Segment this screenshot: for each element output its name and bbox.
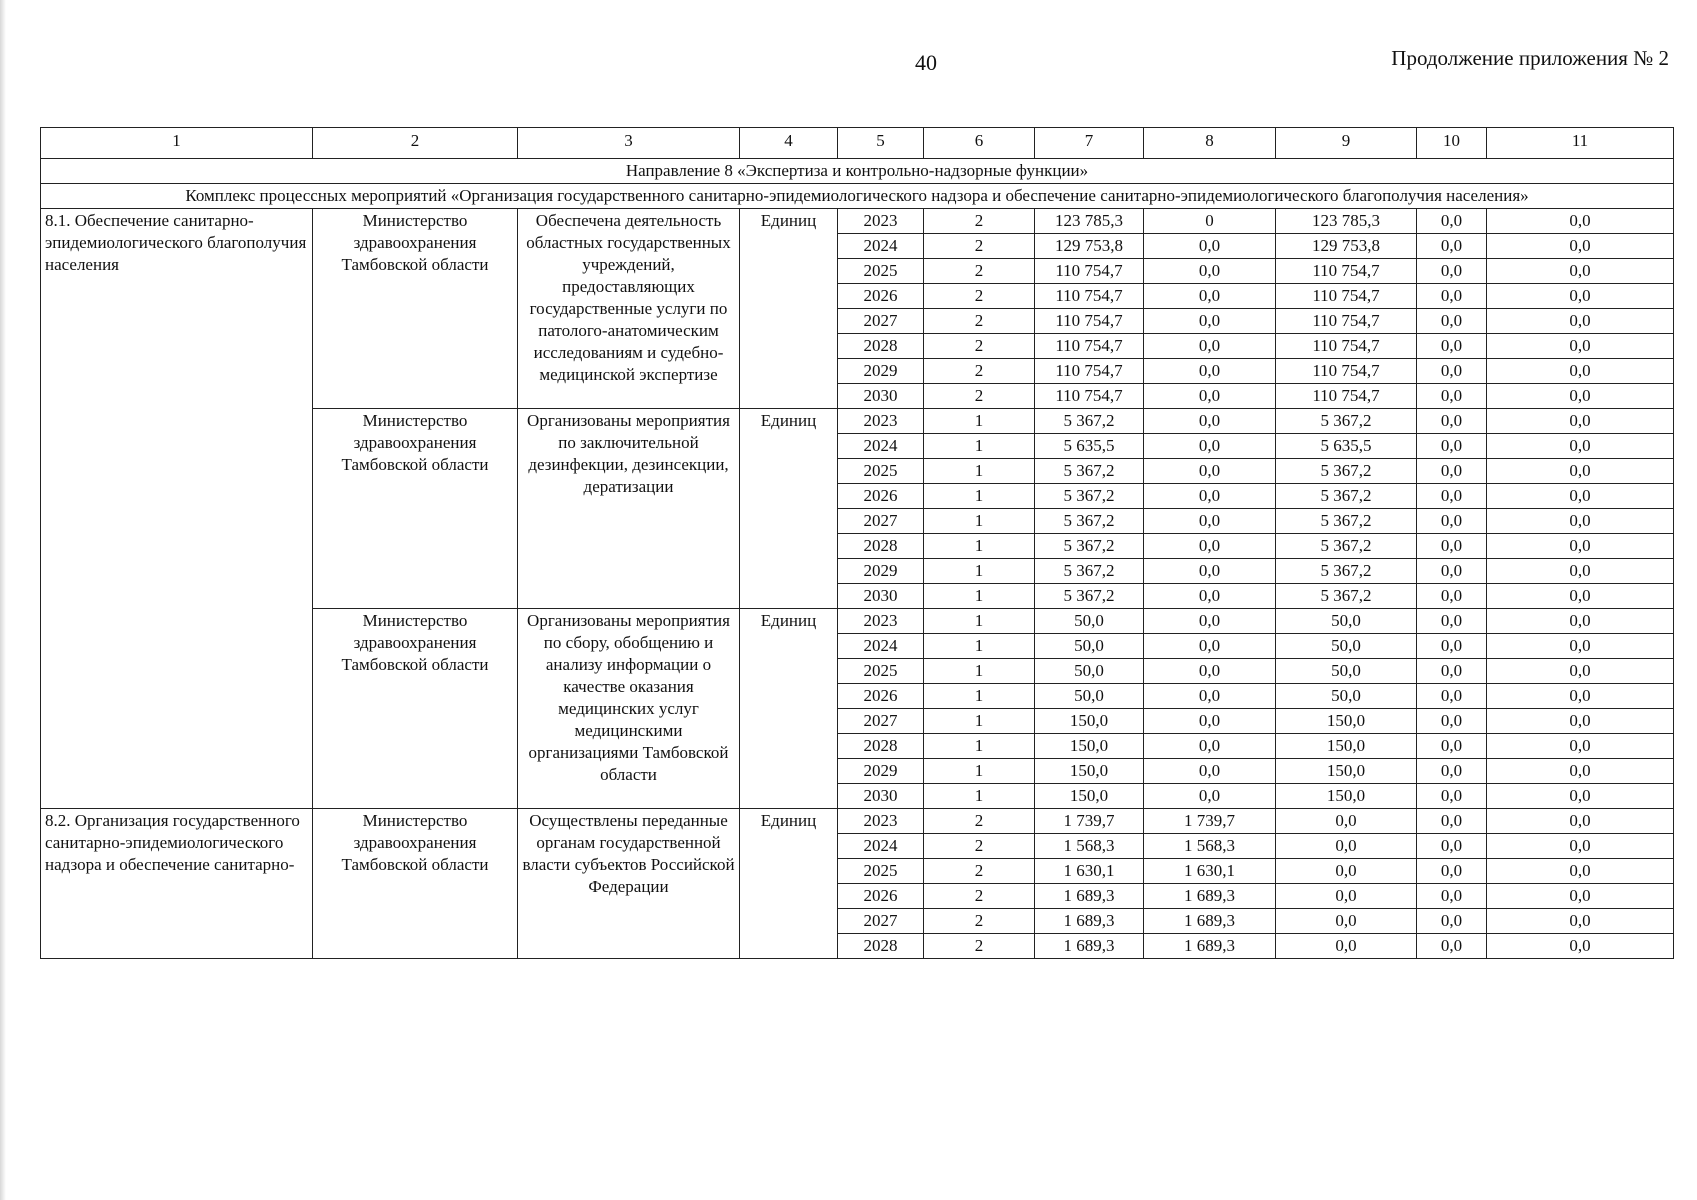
other-amount: 0,0 (1487, 209, 1674, 234)
municipal-amount: 0,0 (1417, 884, 1487, 909)
regional-amount: 5 367,2 (1276, 409, 1417, 434)
regional-amount: 0,0 (1276, 934, 1417, 959)
regional-amount: 110 754,7 (1276, 334, 1417, 359)
complex-row (41, 184, 1674, 209)
responsible-body: Министерство здравоохранения Тамбовской области (313, 409, 518, 609)
other-amount: 0,0 (1487, 234, 1674, 259)
unit-of-measure: Единиц (740, 409, 838, 609)
table-row (41, 209, 1674, 234)
total-amount: 50,0 (1035, 684, 1144, 709)
year-cell: 2023 (838, 409, 924, 434)
federal-amount: 0,0 (1144, 734, 1276, 759)
municipal-amount: 0,0 (1417, 934, 1487, 959)
indicator-value: 1 (924, 484, 1035, 509)
federal-amount: 1 630,1 (1144, 859, 1276, 884)
year-cell: 2024 (838, 234, 924, 259)
municipal-amount: 0,0 (1417, 609, 1487, 634)
federal-amount: 0,0 (1144, 534, 1276, 559)
federal-amount: 0,0 (1144, 434, 1276, 459)
other-amount: 0,0 (1487, 609, 1674, 634)
municipal-amount: 0,0 (1417, 734, 1487, 759)
federal-amount: 1 689,3 (1144, 934, 1276, 959)
regional-amount: 110 754,7 (1276, 284, 1417, 309)
municipal-amount: 0,0 (1417, 484, 1487, 509)
total-amount: 1 689,3 (1035, 934, 1144, 959)
result-description: Осуществлены переданные органам государственной власти субъектов Российской Федерации (518, 809, 740, 959)
total-amount: 5 367,2 (1035, 559, 1144, 584)
other-amount: 0,0 (1487, 259, 1674, 284)
column-header: 5 (838, 128, 924, 159)
indicator-value: 2 (924, 934, 1035, 959)
indicator-value: 2 (924, 884, 1035, 909)
municipal-amount: 0,0 (1417, 509, 1487, 534)
total-amount: 150,0 (1035, 709, 1144, 734)
regional-amount: 0,0 (1276, 884, 1417, 909)
federal-amount: 0,0 (1144, 709, 1276, 734)
year-cell: 2023 (838, 609, 924, 634)
municipal-amount: 0,0 (1417, 459, 1487, 484)
total-amount: 110 754,7 (1035, 384, 1144, 409)
indicator-value: 1 (924, 659, 1035, 684)
regional-amount: 5 367,2 (1276, 509, 1417, 534)
regional-amount: 150,0 (1276, 709, 1417, 734)
regional-amount: 5 635,5 (1276, 434, 1417, 459)
appendix-table (40, 127, 1674, 959)
other-amount: 0,0 (1487, 534, 1674, 559)
federal-amount: 1 689,3 (1144, 884, 1276, 909)
indicator-value: 2 (924, 384, 1035, 409)
complex-title: Комплекс процессных мероприятий «Организация государственного санитарно-эпидемиологического надзора и обеспечение санитарно-эпидемиологического благополучия населения» (41, 184, 1674, 209)
column-header: 4 (740, 128, 838, 159)
direction-row (41, 159, 1674, 184)
municipal-amount: 0,0 (1417, 409, 1487, 434)
indicator-value: 2 (924, 209, 1035, 234)
unit-of-measure: Единиц (740, 209, 838, 409)
federal-amount: 0,0 (1144, 384, 1276, 409)
other-amount: 0,0 (1487, 484, 1674, 509)
column-header: 9 (1276, 128, 1417, 159)
other-amount: 0,0 (1487, 409, 1674, 434)
municipal-amount: 0,0 (1417, 334, 1487, 359)
indicator-value: 1 (924, 684, 1035, 709)
other-amount: 0,0 (1487, 334, 1674, 359)
federal-amount: 0,0 (1144, 334, 1276, 359)
result-description: Организованы мероприятия по сбору, обобщению и анализу информации о качестве оказания медицинских услуг медицинскими организациями Тамбовской области (518, 609, 740, 809)
federal-amount: 0,0 (1144, 259, 1276, 284)
indicator-value: 1 (924, 459, 1035, 484)
indicator-value: 1 (924, 634, 1035, 659)
year-cell: 2027 (838, 309, 924, 334)
responsible-body: Министерство здравоохранения Тамбовской области (313, 609, 518, 809)
indicator-value: 2 (924, 859, 1035, 884)
year-cell: 2029 (838, 559, 924, 584)
federal-amount: 0,0 (1144, 509, 1276, 534)
regional-amount: 110 754,7 (1276, 309, 1417, 334)
indicator-value: 1 (924, 584, 1035, 609)
year-cell: 2027 (838, 509, 924, 534)
responsible-body: Министерство здравоохранения Тамбовской области (313, 809, 518, 959)
indicator-value: 2 (924, 809, 1035, 834)
federal-amount: 0,0 (1144, 309, 1276, 334)
column-header: 8 (1144, 128, 1276, 159)
column-number-row (41, 128, 1674, 159)
total-amount: 5 367,2 (1035, 409, 1144, 434)
other-amount: 0,0 (1487, 509, 1674, 534)
indicator-value: 2 (924, 909, 1035, 934)
regional-amount: 110 754,7 (1276, 359, 1417, 384)
other-amount: 0,0 (1487, 559, 1674, 584)
year-cell: 2030 (838, 584, 924, 609)
total-amount: 50,0 (1035, 659, 1144, 684)
year-cell: 2027 (838, 909, 924, 934)
municipal-amount: 0,0 (1417, 859, 1487, 884)
municipal-amount: 0,0 (1417, 209, 1487, 234)
column-header: 3 (518, 128, 740, 159)
indicator-value: 2 (924, 309, 1035, 334)
indicator-value: 2 (924, 359, 1035, 384)
regional-amount: 123 785,3 (1276, 209, 1417, 234)
total-amount: 150,0 (1035, 784, 1144, 809)
total-amount: 1 739,7 (1035, 809, 1144, 834)
year-cell: 2028 (838, 534, 924, 559)
municipal-amount: 0,0 (1417, 659, 1487, 684)
other-amount: 0,0 (1487, 459, 1674, 484)
regional-amount: 50,0 (1276, 684, 1417, 709)
year-cell: 2025 (838, 859, 924, 884)
indicator-value: 1 (924, 734, 1035, 759)
total-amount: 129 753,8 (1035, 234, 1144, 259)
total-amount: 150,0 (1035, 734, 1144, 759)
column-header: 10 (1417, 128, 1487, 159)
other-amount: 0,0 (1487, 859, 1674, 884)
municipal-amount: 0,0 (1417, 284, 1487, 309)
regional-amount: 150,0 (1276, 734, 1417, 759)
regional-amount: 5 367,2 (1276, 584, 1417, 609)
year-cell: 2028 (838, 334, 924, 359)
federal-amount: 0,0 (1144, 609, 1276, 634)
indicator-value: 1 (924, 409, 1035, 434)
other-amount: 0,0 (1487, 309, 1674, 334)
other-amount: 0,0 (1487, 709, 1674, 734)
municipal-amount: 0,0 (1417, 759, 1487, 784)
other-amount: 0,0 (1487, 759, 1674, 784)
other-amount: 0,0 (1487, 384, 1674, 409)
other-amount: 0,0 (1487, 934, 1674, 959)
total-amount: 150,0 (1035, 759, 1144, 784)
total-amount: 1 630,1 (1035, 859, 1144, 884)
other-amount: 0,0 (1487, 734, 1674, 759)
year-cell: 2023 (838, 209, 924, 234)
municipal-amount: 0,0 (1417, 809, 1487, 834)
indicator-value: 1 (924, 534, 1035, 559)
column-header: 11 (1487, 128, 1674, 159)
direction-title: Направление 8 «Экспертиза и контрольно-надзорные функции» (41, 159, 1674, 184)
other-amount: 0,0 (1487, 884, 1674, 909)
regional-amount: 129 753,8 (1276, 234, 1417, 259)
other-amount: 0,0 (1487, 909, 1674, 934)
indicator-value: 1 (924, 509, 1035, 534)
regional-amount: 50,0 (1276, 659, 1417, 684)
year-cell: 2024 (838, 434, 924, 459)
federal-amount: 1 689,3 (1144, 909, 1276, 934)
federal-amount: 0,0 (1144, 359, 1276, 384)
municipal-amount: 0,0 (1417, 684, 1487, 709)
year-cell: 2026 (838, 884, 924, 909)
federal-amount: 0,0 (1144, 659, 1276, 684)
page-number: 40 (915, 50, 937, 75)
federal-amount: 0,0 (1144, 634, 1276, 659)
other-amount: 0,0 (1487, 834, 1674, 859)
municipal-amount: 0,0 (1417, 534, 1487, 559)
year-cell: 2030 (838, 784, 924, 809)
federal-amount: 1 739,7 (1144, 809, 1276, 834)
regional-amount: 5 367,2 (1276, 459, 1417, 484)
indicator-value: 2 (924, 234, 1035, 259)
regional-amount: 50,0 (1276, 634, 1417, 659)
unit-of-measure: Единиц (740, 809, 838, 959)
total-amount: 50,0 (1035, 609, 1144, 634)
regional-amount: 5 367,2 (1276, 484, 1417, 509)
other-amount: 0,0 (1487, 434, 1674, 459)
federal-amount: 0,0 (1144, 584, 1276, 609)
total-amount: 5 367,2 (1035, 584, 1144, 609)
other-amount: 0,0 (1487, 359, 1674, 384)
municipal-amount: 0,0 (1417, 259, 1487, 284)
total-amount: 110 754,7 (1035, 259, 1144, 284)
responsible-body: Министерство здравоохранения Тамбовской области (313, 209, 518, 409)
indicator-value: 1 (924, 609, 1035, 634)
column-header: 1 (41, 128, 313, 159)
federal-amount: 1 568,3 (1144, 834, 1276, 859)
year-cell: 2029 (838, 359, 924, 384)
total-amount: 5 367,2 (1035, 509, 1144, 534)
municipal-amount: 0,0 (1417, 559, 1487, 584)
total-amount: 110 754,7 (1035, 309, 1144, 334)
scan-edge (0, 0, 6, 1200)
federal-amount: 0,0 (1144, 759, 1276, 784)
federal-amount: 0,0 (1144, 284, 1276, 309)
indicator-value: 2 (924, 334, 1035, 359)
other-amount: 0,0 (1487, 634, 1674, 659)
total-amount: 110 754,7 (1035, 359, 1144, 384)
regional-amount: 150,0 (1276, 784, 1417, 809)
year-cell: 2028 (838, 734, 924, 759)
municipal-amount: 0,0 (1417, 434, 1487, 459)
measure-name: 8.1. Обеспечение санитарно-эпидемиологического благополучия населения (41, 209, 313, 809)
year-cell: 2028 (838, 934, 924, 959)
total-amount: 1 689,3 (1035, 884, 1144, 909)
municipal-amount: 0,0 (1417, 584, 1487, 609)
municipal-amount: 0,0 (1417, 359, 1487, 384)
municipal-amount: 0,0 (1417, 834, 1487, 859)
indicator-value: 1 (924, 709, 1035, 734)
year-cell: 2029 (838, 759, 924, 784)
indicator-value: 2 (924, 259, 1035, 284)
indicator-value: 2 (924, 834, 1035, 859)
column-header: 2 (313, 128, 518, 159)
municipal-amount: 0,0 (1417, 234, 1487, 259)
regional-amount: 0,0 (1276, 834, 1417, 859)
total-amount: 1 568,3 (1035, 834, 1144, 859)
total-amount: 5 367,2 (1035, 459, 1144, 484)
year-cell: 2025 (838, 259, 924, 284)
regional-amount: 150,0 (1276, 759, 1417, 784)
regional-amount: 5 367,2 (1276, 559, 1417, 584)
column-header: 6 (924, 128, 1035, 159)
result-description: Организованы мероприятия по заключительной дезинфекции, дезинсекции, дератизации (518, 409, 740, 609)
other-amount: 0,0 (1487, 584, 1674, 609)
federal-amount: 0 (1144, 209, 1276, 234)
year-cell: 2024 (838, 634, 924, 659)
year-cell: 2026 (838, 484, 924, 509)
column-header: 7 (1035, 128, 1144, 159)
indicator-value: 2 (924, 284, 1035, 309)
year-cell: 2023 (838, 809, 924, 834)
total-amount: 110 754,7 (1035, 284, 1144, 309)
total-amount: 5 367,2 (1035, 484, 1144, 509)
federal-amount: 0,0 (1144, 409, 1276, 434)
other-amount: 0,0 (1487, 784, 1674, 809)
year-cell: 2026 (838, 284, 924, 309)
regional-amount: 5 367,2 (1276, 534, 1417, 559)
municipal-amount: 0,0 (1417, 384, 1487, 409)
regional-amount: 0,0 (1276, 859, 1417, 884)
indicator-value: 1 (924, 784, 1035, 809)
federal-amount: 0,0 (1144, 234, 1276, 259)
year-cell: 2025 (838, 459, 924, 484)
unit-of-measure: Единиц (740, 609, 838, 809)
other-amount: 0,0 (1487, 659, 1674, 684)
measure-name: 8.2. Организация государственного санитарно-эпидемиологического надзора и обеспечение санитарно- (41, 809, 313, 959)
total-amount: 5 635,5 (1035, 434, 1144, 459)
municipal-amount: 0,0 (1417, 634, 1487, 659)
total-amount: 50,0 (1035, 634, 1144, 659)
federal-amount: 0,0 (1144, 459, 1276, 484)
total-amount: 110 754,7 (1035, 334, 1144, 359)
regional-amount: 0,0 (1276, 909, 1417, 934)
municipal-amount: 0,0 (1417, 784, 1487, 809)
year-cell: 2026 (838, 684, 924, 709)
municipal-amount: 0,0 (1417, 309, 1487, 334)
other-amount: 0,0 (1487, 809, 1674, 834)
total-amount: 123 785,3 (1035, 209, 1144, 234)
federal-amount: 0,0 (1144, 484, 1276, 509)
indicator-value: 1 (924, 759, 1035, 784)
other-amount: 0,0 (1487, 284, 1674, 309)
appendix-continuation-label: Продолжение приложения № 2 (1391, 46, 1669, 70)
federal-amount: 0,0 (1144, 559, 1276, 584)
regional-amount: 110 754,7 (1276, 384, 1417, 409)
federal-amount: 0,0 (1144, 684, 1276, 709)
federal-amount: 0,0 (1144, 784, 1276, 809)
year-cell: 2024 (838, 834, 924, 859)
regional-amount: 110 754,7 (1276, 259, 1417, 284)
year-cell: 2030 (838, 384, 924, 409)
result-description: Обеспечена деятельность областных государственных учреждений, предоставляющих государственные услуги по патолого-анатомическим исследованиям и судебно-медицинской экспертизе (518, 209, 740, 409)
municipal-amount: 0,0 (1417, 709, 1487, 734)
indicator-value: 1 (924, 559, 1035, 584)
regional-amount: 50,0 (1276, 609, 1417, 634)
year-cell: 2027 (838, 709, 924, 734)
year-cell: 2025 (838, 659, 924, 684)
total-amount: 1 689,3 (1035, 909, 1144, 934)
indicator-value: 1 (924, 434, 1035, 459)
total-amount: 5 367,2 (1035, 534, 1144, 559)
other-amount: 0,0 (1487, 684, 1674, 709)
regional-amount: 0,0 (1276, 809, 1417, 834)
municipal-amount: 0,0 (1417, 909, 1487, 934)
table-row (41, 809, 1674, 834)
